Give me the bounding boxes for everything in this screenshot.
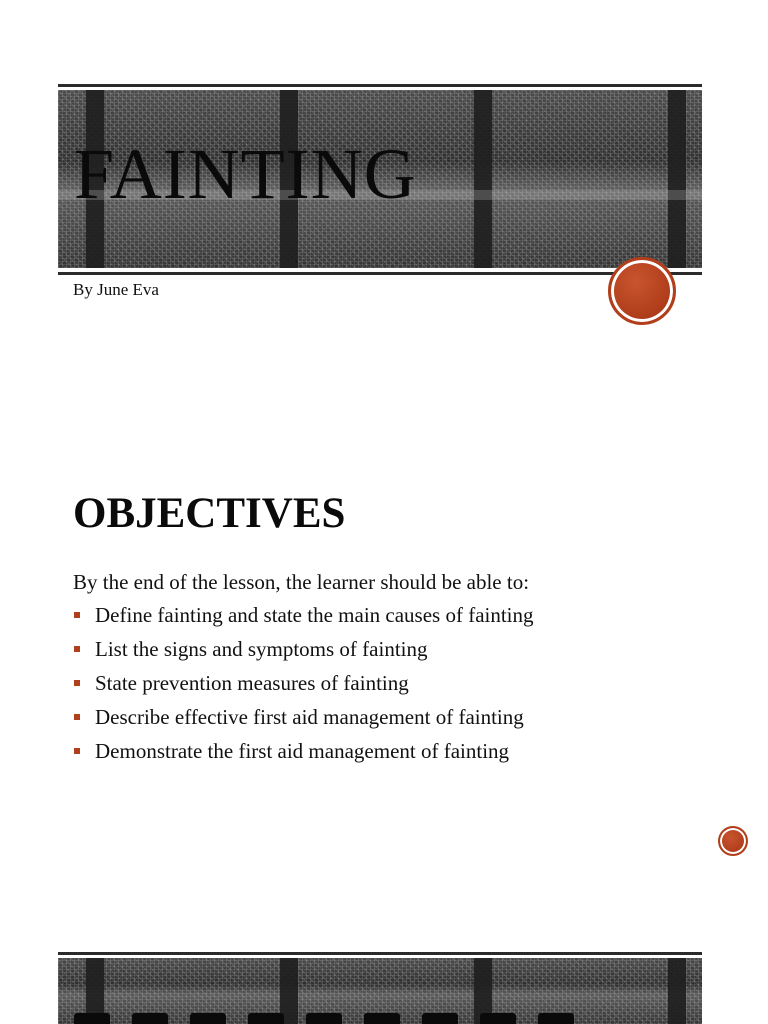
- list-item-text: Demonstrate the first aid management of fainting: [95, 739, 510, 763]
- square-bullet-icon: [74, 680, 80, 686]
- banner-top-rule: [58, 952, 702, 955]
- list-item: [73, 738, 534, 772]
- next-slide-title-fragment: [74, 1012, 634, 1024]
- objectives-heading: OBJECTIVES: [73, 490, 346, 537]
- list-item-text: Describe effective first aid management of fainting: [95, 705, 524, 729]
- list-item: [73, 636, 534, 670]
- circle-icon: [608, 257, 676, 325]
- list-item: [73, 704, 534, 738]
- banner-top-rule: [58, 84, 702, 87]
- square-bullet-icon: [74, 714, 80, 720]
- square-bullet-icon: [74, 612, 80, 618]
- circle-icon: [718, 826, 748, 856]
- objectives-intro: By the end of the lesson, the learner should be able to:: [73, 570, 530, 594]
- list-item-text: State prevention measures of fainting: [95, 671, 409, 695]
- banner-bottom-rule: [58, 272, 702, 275]
- square-bullet-icon: [74, 748, 80, 754]
- slide-author: By June Eva: [73, 280, 159, 299]
- slide-title: FAINTING: [74, 134, 417, 214]
- square-bullet-icon: [74, 646, 80, 652]
- objectives-list: [73, 602, 534, 772]
- list-item: [73, 670, 534, 704]
- list-item-text: List the signs and symptoms of fainting: [95, 637, 428, 661]
- list-item: [73, 602, 534, 636]
- list-item-text: Define fainting and state the main causes of fainting: [95, 603, 534, 627]
